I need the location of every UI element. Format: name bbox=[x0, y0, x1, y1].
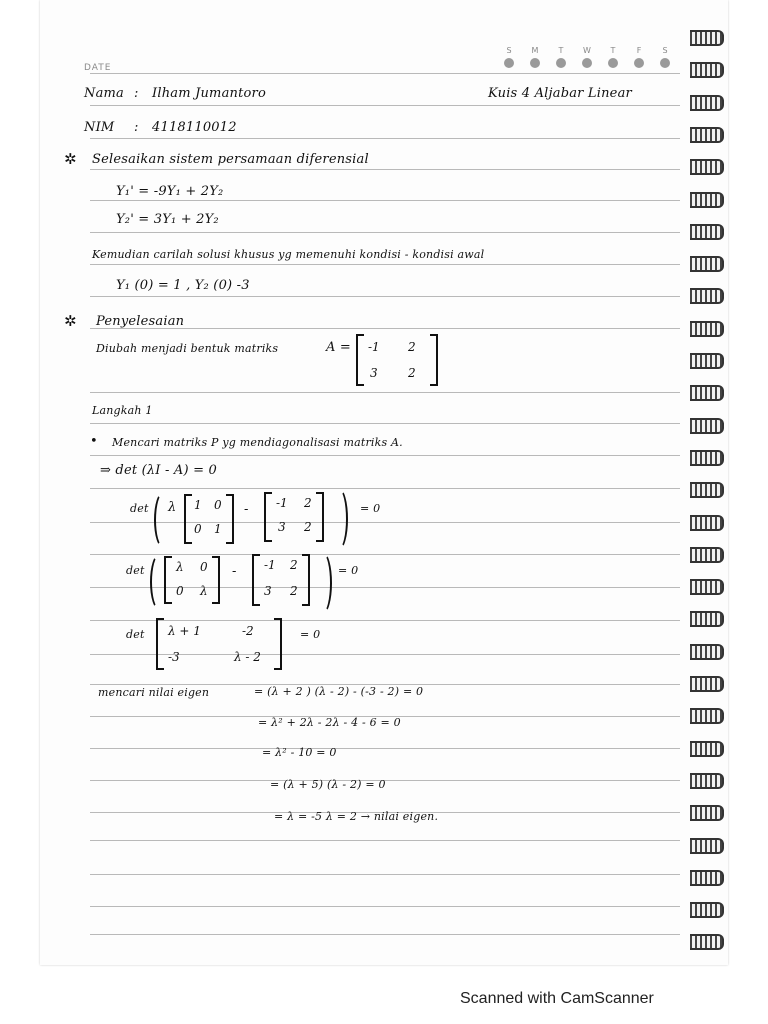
nim-colon: : bbox=[134, 120, 139, 135]
day-sat: S bbox=[662, 46, 668, 55]
spiral-ring bbox=[690, 385, 724, 401]
eigen-step-1: = (λ + 2 ) (λ - 2) - (-3 - 2) = 0 bbox=[254, 685, 424, 698]
matrix-a bbox=[356, 334, 438, 386]
matrix-cell: 2 bbox=[290, 558, 298, 572]
matrix-cell: -3 bbox=[168, 650, 180, 664]
minus-sign: - bbox=[244, 502, 249, 517]
day-dot bbox=[660, 58, 670, 68]
quiz-title: Kuis 4 Aljabar Linear bbox=[488, 86, 632, 101]
bracket-left bbox=[252, 554, 260, 606]
lambda-diag-matrix bbox=[164, 556, 220, 604]
ruled-line bbox=[90, 748, 680, 749]
bracket-left bbox=[356, 334, 364, 386]
matrix-a-sub bbox=[264, 492, 324, 542]
matrix-cell: 0 bbox=[194, 522, 202, 536]
notebook-page bbox=[40, 0, 728, 965]
ruled-line bbox=[90, 906, 680, 907]
matrix-cell: -1 bbox=[264, 558, 276, 572]
ruled-line bbox=[90, 138, 680, 139]
ruled-line bbox=[90, 488, 680, 489]
spiral-ring bbox=[690, 450, 724, 466]
matrix-cell: -1 bbox=[368, 340, 380, 354]
ruled-line bbox=[90, 840, 680, 841]
eigen-step-3: = λ² - 10 = 0 bbox=[262, 746, 337, 759]
day-dot bbox=[608, 58, 618, 68]
spiral-ring bbox=[690, 127, 724, 143]
asterisk-bullet: ✲ bbox=[64, 312, 77, 330]
spiral-ring bbox=[690, 644, 724, 660]
spiral-ring bbox=[690, 30, 724, 46]
spiral-ring bbox=[690, 418, 724, 434]
nim-value: 4118110012 bbox=[152, 120, 237, 135]
bracket-right bbox=[316, 492, 324, 542]
ruled-line bbox=[90, 73, 680, 74]
spiral-ring bbox=[690, 934, 724, 950]
matrix-cell: 0 bbox=[176, 584, 184, 598]
spiral-ring bbox=[690, 547, 724, 563]
matrix-cell: 2 bbox=[408, 366, 416, 380]
day-sun: S bbox=[506, 46, 512, 55]
spiral-ring bbox=[690, 805, 724, 821]
paren-right bbox=[330, 488, 348, 550]
matrix-cell: 2 bbox=[304, 520, 312, 534]
ruled-line bbox=[90, 392, 680, 393]
matrix-cell: 0 bbox=[214, 498, 222, 512]
ruled-line bbox=[90, 455, 680, 456]
spiral-ring bbox=[690, 159, 724, 175]
equals-zero: = 0 bbox=[360, 502, 381, 515]
eigen-step-5: = λ = -5 λ = 2 → nilai eigen. bbox=[274, 810, 439, 823]
result-matrix bbox=[156, 618, 282, 670]
eigen-step-4: = (λ + 5) (λ - 2) = 0 bbox=[270, 778, 386, 791]
day-wed: W bbox=[583, 46, 591, 55]
name-colon: : bbox=[134, 86, 139, 101]
ruled-line bbox=[90, 522, 680, 523]
day-dot bbox=[556, 58, 566, 68]
spiral-ring bbox=[690, 192, 724, 208]
bracket-right bbox=[430, 334, 438, 386]
identity-matrix bbox=[184, 494, 234, 544]
matrix-cell: 2 bbox=[408, 340, 416, 354]
eigen-step-2: = λ² + 2λ - 2λ - 4 - 6 = 0 bbox=[258, 716, 401, 729]
lambda-symbol: λ bbox=[168, 500, 177, 515]
spiral-binding bbox=[688, 30, 724, 960]
minus-sign: - bbox=[232, 564, 237, 579]
day-mon: M bbox=[531, 46, 539, 55]
det-label: det bbox=[130, 502, 149, 515]
matrix-cell: -1 bbox=[276, 496, 288, 510]
spiral-ring bbox=[690, 256, 724, 272]
ruled-line bbox=[90, 296, 680, 297]
matrix-cell: 1 bbox=[214, 522, 222, 536]
matrix-cell: λ bbox=[200, 584, 208, 598]
ruled-line bbox=[90, 264, 680, 265]
spiral-ring bbox=[690, 353, 724, 369]
name-value: Ilham Jumantoro bbox=[152, 86, 267, 101]
date-label: DATE bbox=[84, 63, 112, 73]
step-label: Langkah 1 bbox=[92, 404, 153, 417]
matrix-cell: 0 bbox=[200, 560, 208, 574]
nim-label: NIM bbox=[84, 120, 115, 135]
matrix-a-sub-2 bbox=[252, 554, 310, 606]
spiral-ring bbox=[690, 321, 724, 337]
spiral-ring bbox=[690, 95, 724, 111]
day-fri: F bbox=[636, 46, 642, 55]
day-dot bbox=[634, 58, 644, 68]
matrix-a-label: A = bbox=[326, 340, 352, 355]
spiral-ring bbox=[690, 838, 724, 854]
det-label: det bbox=[126, 628, 145, 641]
matrix-cell: λ bbox=[176, 560, 184, 574]
weekday-row bbox=[498, 46, 674, 76]
day-dot bbox=[582, 58, 592, 68]
asterisk-bullet: ✲ bbox=[64, 150, 77, 168]
spiral-ring bbox=[690, 62, 724, 78]
bracket-right bbox=[226, 494, 234, 544]
day-dot bbox=[504, 58, 514, 68]
spiral-ring bbox=[690, 515, 724, 531]
bracket-left bbox=[264, 492, 272, 542]
ruled-line bbox=[90, 423, 680, 424]
matrix-cell: 3 bbox=[370, 366, 378, 380]
matrix-cell: 2 bbox=[290, 584, 298, 598]
equals-zero: = 0 bbox=[338, 564, 359, 577]
matrix-cell: 3 bbox=[264, 584, 272, 598]
equals-zero: = 0 bbox=[300, 628, 321, 641]
spiral-ring bbox=[690, 676, 724, 692]
spiral-ring bbox=[690, 579, 724, 595]
ruled-line bbox=[90, 934, 680, 935]
ruled-line bbox=[90, 232, 680, 233]
day-dot bbox=[530, 58, 540, 68]
step-bullet: • bbox=[90, 434, 98, 449]
eigen-label: mencari nilai eigen bbox=[98, 686, 210, 699]
name-label: Nama bbox=[84, 86, 125, 101]
bracket-right bbox=[212, 556, 220, 604]
ruled-line bbox=[90, 200, 680, 201]
ruled-line bbox=[90, 554, 680, 555]
equation-2: Y₂' = 3Y₁ + 2Y₂ bbox=[116, 212, 219, 227]
matrix-cell: 2 bbox=[304, 496, 312, 510]
matrix-cell: 1 bbox=[194, 498, 202, 512]
solution-heading: Penyelesaian bbox=[96, 314, 185, 329]
day-thu: T bbox=[610, 46, 616, 55]
bracket-right bbox=[274, 618, 282, 670]
spiral-ring bbox=[690, 482, 724, 498]
bracket-left bbox=[164, 556, 172, 604]
det-equation-1: ⇒ det (λI - A) = 0 bbox=[100, 463, 217, 478]
day-tue: T bbox=[558, 46, 564, 55]
matrix-intro: Diubah menjadi bentuk matriks bbox=[96, 342, 279, 355]
spiral-ring bbox=[690, 611, 724, 627]
spiral-ring bbox=[690, 708, 724, 724]
task-line-2: Kemudian carilah solusi khusus yg memenuhi kondisi - kondisi awal bbox=[92, 248, 485, 261]
bracket-left bbox=[156, 618, 164, 670]
bracket-right bbox=[302, 554, 310, 606]
scanner-watermark: Scanned with CamScanner bbox=[460, 990, 654, 1007]
step-description: Mencari matriks P yg mendiagonalisasi matriks A. bbox=[112, 436, 403, 449]
spiral-ring bbox=[690, 288, 724, 304]
bracket-left bbox=[184, 494, 192, 544]
det-label: det bbox=[126, 564, 145, 577]
initial-conditions: Y₁ (0) = 1 , Y₂ (0) -3 bbox=[116, 278, 250, 293]
equation-1: Y₁' = -9Y₁ + 2Y₂ bbox=[116, 184, 224, 199]
spiral-ring bbox=[690, 870, 724, 886]
matrix-cell: λ + 1 bbox=[168, 624, 201, 638]
paren-right bbox=[314, 552, 332, 614]
spiral-ring bbox=[690, 902, 724, 918]
spiral-ring bbox=[690, 741, 724, 757]
task-heading: Selesaikan sistem persamaan diferensial bbox=[92, 152, 369, 167]
spiral-ring bbox=[690, 224, 724, 240]
ruled-line bbox=[90, 105, 680, 106]
matrix-cell: -2 bbox=[242, 624, 254, 638]
spiral-ring bbox=[690, 773, 724, 789]
ruled-line bbox=[90, 169, 680, 170]
matrix-cell: λ - 2 bbox=[234, 650, 261, 664]
ruled-line bbox=[90, 874, 680, 875]
matrix-cell: 3 bbox=[278, 520, 286, 534]
